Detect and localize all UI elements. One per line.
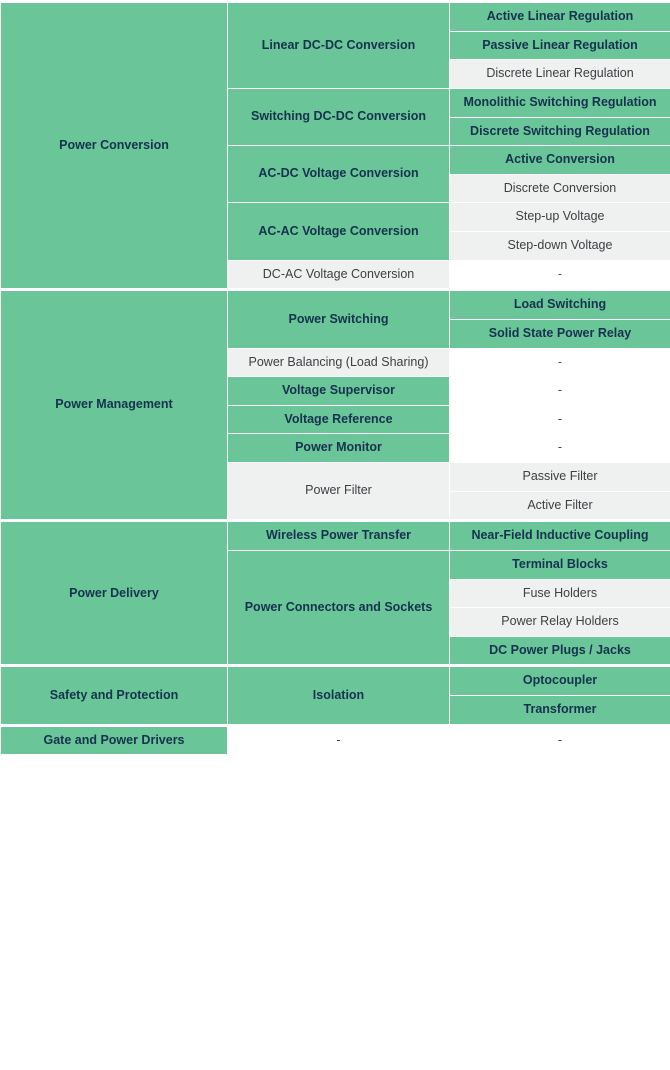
table-cell: Transformer <box>450 696 670 726</box>
table-cell: - <box>450 348 670 377</box>
table-cell: Power Switching <box>228 290 450 348</box>
table-row <box>1 290 670 320</box>
table-cell: Discrete Linear Regulation <box>450 60 670 89</box>
table-cell: Passive Linear Regulation <box>450 31 670 60</box>
table-cell: Power Delivery <box>1 521 228 666</box>
table-cell: Discrete Conversion <box>450 174 670 203</box>
table-cell: Step-down Voltage <box>450 232 670 261</box>
table-cell: Power Monitor <box>228 434 450 463</box>
table-cell: Load Switching <box>450 290 670 320</box>
table-cell: - <box>450 725 670 755</box>
table-cell: Power Balancing (Load Sharing) <box>228 348 450 377</box>
table-cell: Fuse Holders <box>450 579 670 608</box>
table-cell: Wireless Power Transfer <box>228 521 450 551</box>
table-cell: AC-AC Voltage Conversion <box>228 203 450 260</box>
table-cell: Safety and Protection <box>1 666 228 725</box>
table-cell: Step-up Voltage <box>450 203 670 232</box>
table-cell: - <box>450 405 670 434</box>
table-cell: Optocoupler <box>450 666 670 696</box>
table-cell: Power Relay Holders <box>450 608 670 637</box>
table-cell: Active Conversion <box>450 146 670 175</box>
table-cell: Gate and Power Drivers <box>1 725 228 755</box>
table-row <box>1 2 670 32</box>
table-cell: Isolation <box>228 666 450 725</box>
table-cell: DC-AC Voltage Conversion <box>228 260 450 290</box>
table-cell: Near-Field Inductive Coupling <box>450 521 670 551</box>
table-cell: - <box>450 377 670 406</box>
table-cell: Power Filter <box>228 463 450 521</box>
table-cell: Active Filter <box>450 491 670 521</box>
table-cell: Discrete Switching Regulation <box>450 117 670 146</box>
table-cell: AC-DC Voltage Conversion <box>228 146 450 203</box>
table-row <box>1 666 670 696</box>
table-cell: Power Connectors and Sockets <box>228 550 450 666</box>
table-row <box>1 521 670 551</box>
table-body <box>1 2 670 755</box>
table-cell: Voltage Reference <box>228 405 450 434</box>
table-cell: Voltage Supervisor <box>228 377 450 406</box>
table-cell: DC Power Plugs / Jacks <box>450 636 670 666</box>
table-row <box>1 725 670 755</box>
table-cell: Linear DC-DC Conversion <box>228 2 450 89</box>
table-cell: - <box>450 260 670 290</box>
table-cell: Solid State Power Relay <box>450 319 670 348</box>
table-cell: Terminal Blocks <box>450 550 670 579</box>
table-cell: Power Management <box>1 290 228 521</box>
table-cell: Switching DC-DC Conversion <box>228 88 450 145</box>
table-cell: - <box>228 725 450 755</box>
table-cell: Monolithic Switching Regulation <box>450 88 670 117</box>
table-cell: Power Conversion <box>1 2 228 290</box>
table-cell: Passive Filter <box>450 463 670 492</box>
table-cell: - <box>450 434 670 463</box>
table-cell: Active Linear Regulation <box>450 2 670 32</box>
